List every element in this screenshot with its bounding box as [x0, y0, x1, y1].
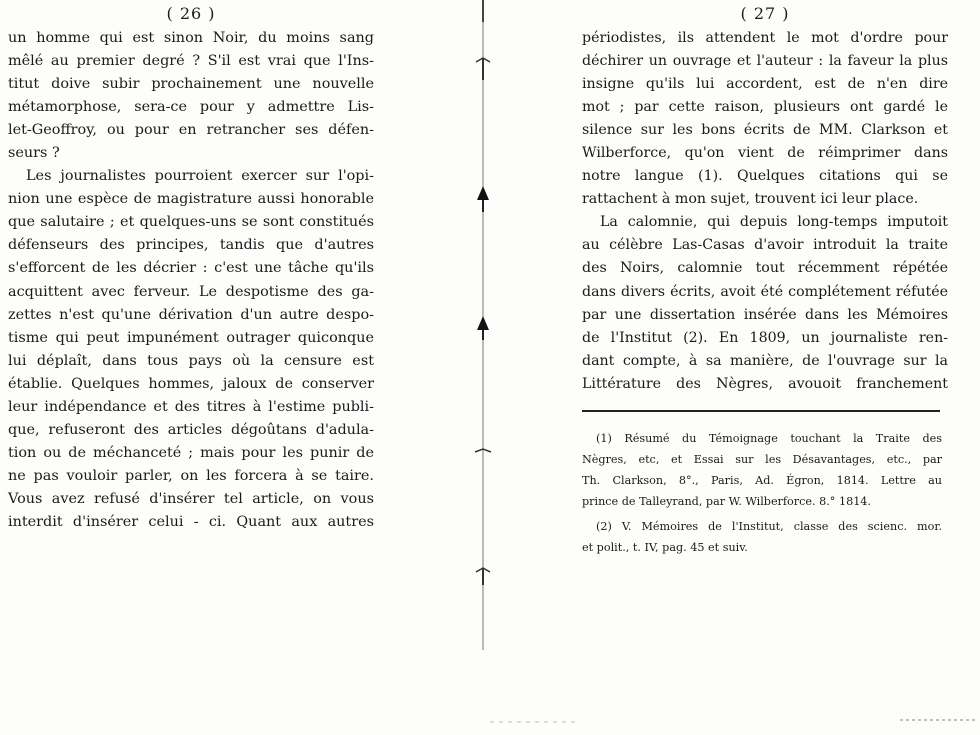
- text-line: rattachent à mon sujet, trouvent ici leur place.: [582, 191, 919, 208]
- right-page-number: ( 27 ): [740, 4, 790, 23]
- text-line: acquittent avec ferveur. Le despotisme des ga-: [8, 283, 374, 300]
- text-line: interdit d'insérer celui - ci. Quant aux autres: [8, 513, 374, 530]
- text-line: que, refuseront des articles dégoûtans d'adula-: [8, 421, 374, 438]
- text-line: Les journalistes pourroient exercer sur l'opi-: [26, 168, 374, 185]
- footnote-line: (2) V. Mémoires de l'Institut, classe des scienc. mor.: [596, 520, 942, 533]
- text-line: Wilberforce, qu'on vient de réimprimer dans: [582, 145, 948, 162]
- footnote-divider: [582, 410, 940, 412]
- scan-edge-marks: [0, 700, 980, 735]
- text-line: par une dissertation insérée dans les Mémoires: [582, 306, 948, 323]
- text-line: nion une espèce de magistrature aussi honorable: [8, 191, 374, 208]
- text-line: déchirer un ouvrage et l'auteur : la faveur la plus: [582, 53, 948, 70]
- footnote-line: et polit., t. IV, pag. 45 et suiv.: [582, 541, 748, 554]
- text-line: dant compte, à sa manière, de l'ouvrage sur la: [582, 352, 948, 369]
- text-line: métamorphose, sera-ce pour y admettre Lis-: [8, 99, 374, 116]
- footnote-line: (1) Résumé du Témoignage touchant la Traite des: [596, 432, 942, 445]
- text-line: tion ou de méchanceté ; mais pour les punir de: [8, 444, 374, 461]
- footnotes: [582, 428, 942, 558]
- text-line: insigne qu'ils lui accordent, est de n'en dire: [582, 76, 948, 93]
- text-line: lui déplaît, dans tous pays où la censure est: [8, 352, 374, 369]
- text-line: La calomnie, qui depuis long-temps imputoit: [600, 214, 948, 231]
- text-line: notre langue (1). Quelques citations qui se: [582, 168, 948, 185]
- text-line: établie. Quelques hommes, jaloux de conserver: [8, 375, 374, 392]
- text-line: périodistes, ils attendent le mot d'ordre pour: [582, 30, 948, 46]
- text-line: titut doive subir prochainement une nouvelle: [8, 76, 374, 93]
- book-gutter: [470, 0, 500, 735]
- text-line: zettes n'est qu'une dérivation d'un autre despo-: [8, 306, 374, 323]
- text-line: let-Geoffroy, ou pour en retrancher ses défen-: [8, 122, 374, 139]
- text-line: que salutaire ; et quelques-uns se sont constitués: [8, 214, 374, 231]
- right-page-text: [582, 27, 948, 396]
- text-line: tisme qui peut impunément outrager quiconque: [8, 329, 374, 346]
- text-line: un homme qui est sinon Noir, du moins sang: [8, 30, 374, 46]
- text-line: leur indépendance et des titres à l'estime publi-: [8, 398, 374, 415]
- left-page-number: ( 26 ): [166, 4, 216, 23]
- text-line: s'efforcent de les décrier : c'est une tâche qu'ils: [8, 260, 374, 277]
- text-line: défenseurs des principes, tandis que d'autres: [8, 237, 374, 254]
- text-line: mêlé au premier degré ? S'il est vrai que l'Ins-: [8, 53, 374, 70]
- text-line: ne pas vouloir parler, on les forcera à se taire.: [8, 467, 374, 484]
- text-line: des Noirs, calomnie tout récemment répétée: [582, 260, 948, 277]
- text-line: Vous avez refusé d'insérer tel article, on vous: [8, 490, 374, 507]
- footnote-line: Th. Clarkson, 8°., Paris, Ad. Égron, 1814. Lettre au: [582, 474, 942, 487]
- text-line: au célèbre Las-Casas d'avoir introduit la traite: [582, 237, 948, 254]
- text-line: de l'Institut (2). En 1809, un journaliste ren-: [582, 329, 948, 346]
- footnote-line: Nègres, etc, et Essai sur les Désavantages, etc., par: [582, 453, 942, 466]
- text-line: Littérature des Nègres, avouoit franchement: [582, 375, 948, 392]
- text-line: seurs ?: [8, 145, 60, 162]
- text-line: mot ; par cette raison, plusieurs ont gardé le: [582, 99, 948, 116]
- binding-stitches-icon: [470, 0, 500, 735]
- left-page-text: [8, 27, 374, 534]
- text-line: dans divers écrits, avoit été complétement réfutée: [582, 283, 948, 300]
- footnote-line: prince de Talleyrand, par W. Wilberforce. 8.° 1814.: [582, 495, 871, 508]
- text-line: silence sur les bons écrits de MM. Clarkson et: [582, 122, 948, 139]
